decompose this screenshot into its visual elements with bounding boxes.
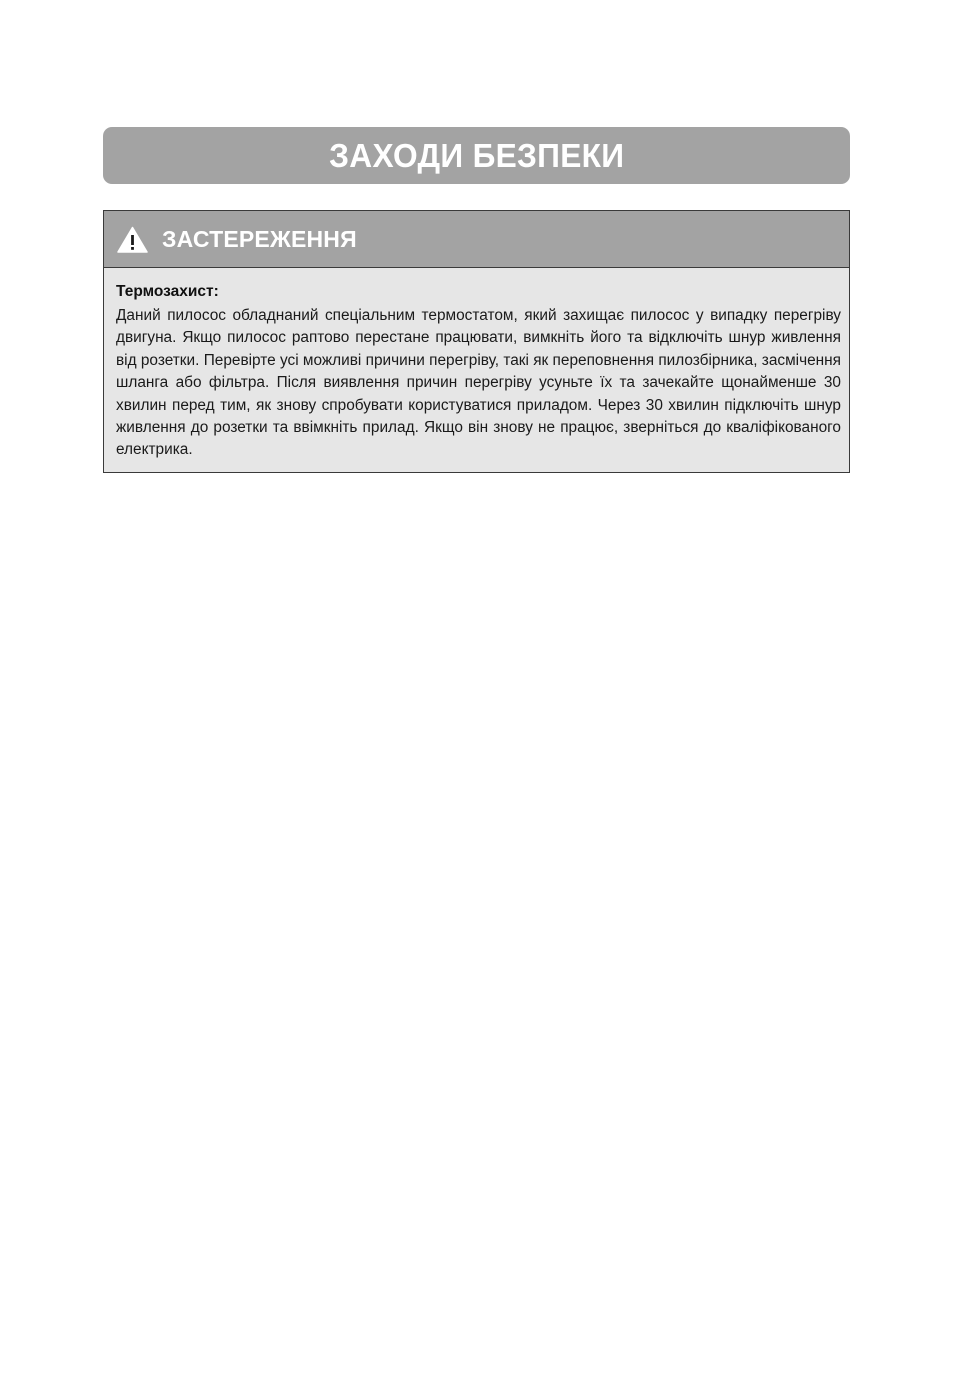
warning-subtitle: Термозахист: [116, 283, 219, 300]
warning-header [104, 211, 849, 268]
page-title: ЗАХОДИ БЕЗПЕКИ [328, 136, 625, 174]
warning-triangle-icon [117, 226, 148, 253]
warning-heading: ЗАСТЕРЕЖЕННЯ [162, 225, 357, 252]
page-title-bar [103, 127, 850, 184]
warning-text: Даний пилосос обладнаний спеціальним термостатом, який захищає пилосос у випадку перегріву двигуна. Якщо пилосос раптово перестане працювати, вимкніть його та відключіть шнур живлення від розетки. Перевірте усі можливі причини перегріву, такі як переповнення пилозбірника, засмічення шланга або фільтра. Після виявлення причин перегріву усуньте їх та зачекайте щонайменше 30 хвилин перед тим, як знову спробувати користуватися приладом. Через 30 хвилин підключіть шнур живлення до розетки та ввімкніть прилад. Якщо він знову не працює, зверніться до кваліфікованого електрика. [116, 307, 841, 459]
warning-box [103, 210, 850, 473]
warning-body [104, 268, 849, 462]
